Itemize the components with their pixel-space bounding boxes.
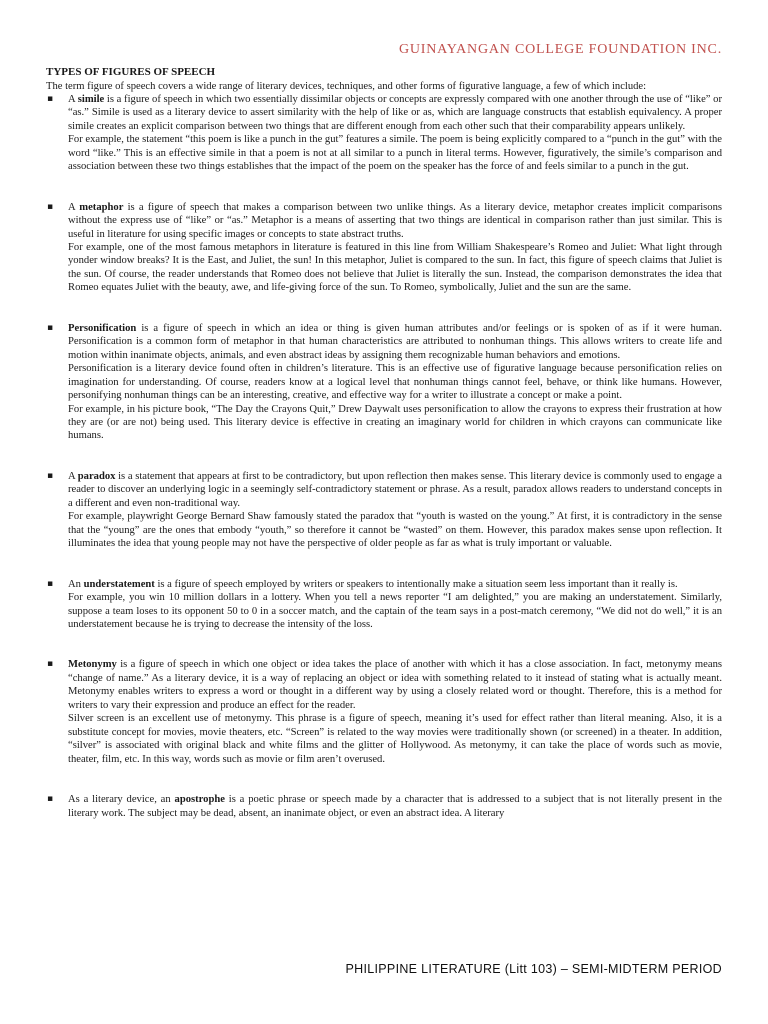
example-paragraph: For example, the statement “this poem is like a punch in the gut” features a simile. The poem is being explicitly compared to a “punch in the gut” with the word “like.” This is an effective simile in that a poem is not at all similar to a punch in literal terms. However, figuratively, the simile’s comparison and association between these two things establishes that the impact of the poem on the speaker has the force of and feels similar to a punch in the gut. bbox=[68, 134, 722, 173]
term-label: Metonymy bbox=[68, 659, 117, 671]
term-label: simile bbox=[77, 93, 105, 105]
course-footer: PHILIPPINE LITERATURE (Litt 103) – SEMI-MIDTERM PERIOD bbox=[345, 962, 722, 976]
example-paragraph: Personification is a literary device found often in children’s literature. This is an effective use of figurative language because personification relies on imagination for understanding. Of course, readers know at a logical level that nonhuman things cannot feel, behave, or think like humans. However, personifying nonhuman things can be an interesting, creative, and effective way for a writer to illustrate a concept or make a point. bbox=[68, 363, 722, 402]
bullet-marker: ▪ bbox=[47, 794, 54, 805]
definition-paragraph bbox=[68, 658, 722, 712]
definition-paragraph bbox=[68, 201, 722, 241]
example-paragraph: For example, you win 10 million dollars in a lottery. When you tell a news reporter “I am delighted,” you are making an understatement. Similarly, suppose a team loses to its opponent 50 to 0 in a soccer match, and the captain of the team says in a post-match ceremony, “We did not do well,” it is an understatement because he is trying to decrease the intensity of the loss. bbox=[68, 592, 722, 630]
term-label: Personification bbox=[68, 322, 137, 334]
example-paragraph: Silver screen is an excellent use of metonymy. This phrase is a figure of speech, meaning it’s used for effect rather than literal meaning. Also, it is a substitute concept for movies, movie theaters, etc. “Screen” is related to the way movies were traditionally shown (or screened) in a theater. In addition, “silver” is associated with original black and white films and the glitter of Hollywood. As metonymy, it can take the place of words such as movie, theater, film, etc. In this way, words such as movie or film aren’t overused. bbox=[68, 713, 722, 765]
example-paragraph: For example, playwright George Bernard Shaw famously stated the paradox that “youth is wasted on the young.” At first, it is contradictory in the sense that the “young” are the ones that embody “youth,” so therefore it cannot be “wasted” on them. However, this paradox makes sense upon reflection. It illuminates the idea that young people may not have the perspective of older people as far as what is truly important or valuable. bbox=[68, 511, 722, 550]
definition-paragraph bbox=[68, 93, 722, 133]
intro-paragraph: The term figure of speech covers a wide range of literary devices, techniques, and other forms of figurative language, a few of which include: bbox=[46, 80, 647, 92]
section-gap bbox=[46, 295, 722, 322]
document-body bbox=[46, 66, 722, 820]
section-understatement bbox=[46, 578, 722, 632]
definition-text: is a figure of speech employed by writers or speakers to intentionally make a situation seem less important than it really is. bbox=[154, 578, 678, 590]
bullet-marker: ▪ bbox=[47, 578, 54, 589]
definition-text: is a figure of speech in which two essentially dissimilar objects or concepts are expressly compared with one another through the use of “like” or “as.” Simile is used as a literary device to assert similarity with the help of like or as, which are language constructs that establish equivalency. A proper simile creates an explicit comparison between two things that are different enough from each other such that their comparability appears unlikely. bbox=[68, 93, 722, 132]
example-paragraph: For example, one of the most famous metaphors in literature is featured in this line from William Shakespeare’s Romeo and Juliet: What light through yonder window breaks? It is the East, and Juliet, the sun! In this metaphor, Juliet is compared to the sun. In fact, this figure of speech claims that Juliet is the sun. Of course, the reader understands that Romeo does not believe that Juliet is literally the sun. Instead, the comparison demonstrates the idea that Romeo equates Juliet with the beauty, awe, and life-giving force of the sun. To Romeo, symbolically, Juliet and the sun are the same. bbox=[68, 242, 722, 294]
definition-text: is a poetic phrase or speech made by a character that is addressed to a subject that is not literally present in the literary work. The subject may be dead, absent, an inanimate object, or even an abstract idea. A literary bbox=[68, 794, 722, 819]
bullet-marker: ▪ bbox=[47, 659, 54, 670]
definition-paragraph bbox=[68, 793, 722, 820]
bullet-marker: ▪ bbox=[47, 322, 54, 333]
definition-paragraph bbox=[68, 578, 722, 591]
definition-text: is a figure of speech in which one object or idea takes the place of another with which it has a close association. In fact, metonymy means “change of name.” As a literary device, it is a way of replacing an object or idea with something related to it instead of stating what is actually meant. Metonymy enables writers to express a word or thought in a different way by using a closely related word or thought. Therefore, this is a method for writers to vary their expression and produce an effect for the reader. bbox=[68, 659, 722, 711]
section-simile bbox=[46, 93, 722, 174]
definition-text: is a statement that appears at first to be contradictory, but upon reflection then makes sense. This literary device is commonly used to engage a reader to discover an underlying logic in a seemingly self-contradictory statement or phrase. As a result, paradox allows readers to understand concepts in a different and even non-traditional way. bbox=[68, 470, 723, 509]
section-metonymy bbox=[46, 658, 722, 766]
term-label: metaphor bbox=[79, 201, 124, 213]
section-gap bbox=[46, 443, 722, 470]
section-gap bbox=[46, 174, 722, 201]
definition-paragraph bbox=[68, 470, 722, 510]
term-label: apostrophe bbox=[174, 794, 225, 806]
sections-list bbox=[46, 93, 722, 820]
bullet-marker: ▪ bbox=[47, 201, 54, 212]
example-paragraph: For example, in his picture book, “The Day the Crayons Quit,” Drew Daywalt uses personification to allow the crayons to express their frustration at how they are (or are not) being used. This literary device is effective in creating an imaginary world for children in which crayons can communicate like humans. bbox=[68, 403, 722, 442]
section-paradox bbox=[46, 470, 722, 551]
section-gap bbox=[46, 766, 722, 793]
term-label: paradox bbox=[77, 470, 116, 482]
institution-header: GUINAYANGAN COLLEGE FOUNDATION INC. bbox=[398, 42, 722, 57]
document-title: TYPES OF FIGURES OF SPEECH bbox=[46, 66, 216, 78]
definition-lead: An bbox=[68, 578, 84, 590]
bullet-marker: ▪ bbox=[47, 470, 54, 481]
definition-lead: A bbox=[68, 201, 80, 213]
definition-text: is a figure of speech in which an idea or thing is given human attributes and/or feelings or is spoken of as if it were human. Personification is a common form of metaphor in that human characteristics are attributed to nonhuman things. This allows writers to create life and motion within inanimate objects, animals, and even abstract ideas by assigning them recognizable human behaviors and emotions. bbox=[68, 322, 722, 361]
definition-paragraph bbox=[68, 322, 722, 362]
term-label: understatement bbox=[83, 578, 155, 590]
bullet-marker: ▪ bbox=[47, 93, 54, 104]
section-personification bbox=[46, 322, 722, 443]
section-gap bbox=[46, 631, 722, 658]
section-metaphor bbox=[46, 201, 722, 295]
definition-lead: A bbox=[68, 470, 78, 482]
section-gap bbox=[46, 551, 722, 578]
section-apostrophe bbox=[46, 793, 722, 820]
definition-lead: As a literary device, an bbox=[68, 794, 175, 806]
definition-lead: A bbox=[68, 93, 78, 105]
definition-text: is a figure of speech that makes a comparison between two unlike things. As a literary device, metaphor creates implicit comparisons without the express use of “like” or “as.” Metaphor is a means of asserting that two things are identical in comparison rather than just similar. This is useful in literature for using specific images or concepts to state abstract truths. bbox=[68, 201, 723, 240]
